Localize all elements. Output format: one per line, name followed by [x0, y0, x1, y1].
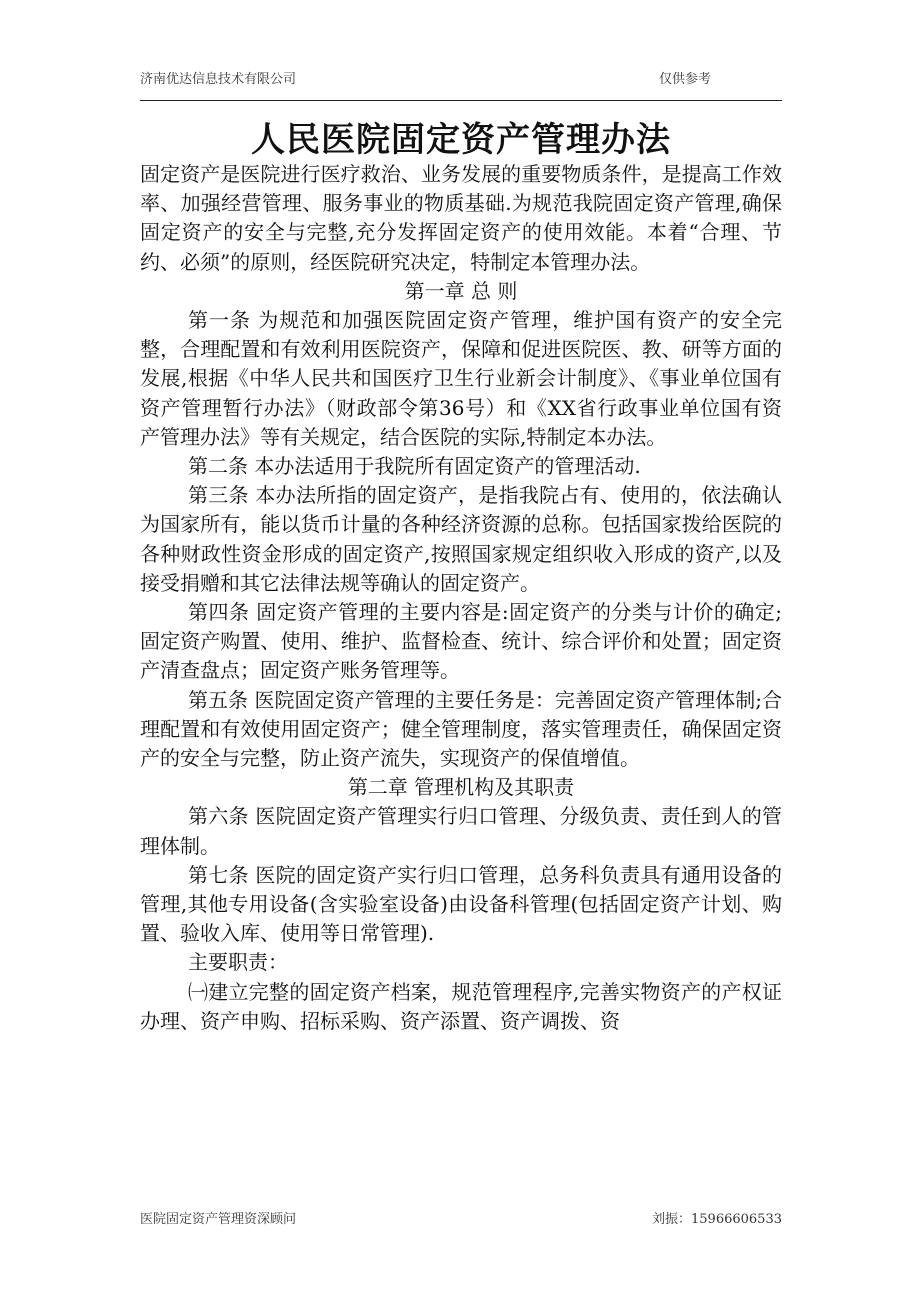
header-company: 济南优达信息技术有限公司	[140, 72, 297, 87]
footer-right: 刘振：15966606533	[652, 1212, 782, 1227]
article-paragraph: 第二条 本办法适用于我院所有固定资产的管理活动.	[188, 454, 641, 479]
document-title: 人民医院固定资产管理办法	[251, 120, 671, 160]
footer-left: 医院固定资产管理资深顾问	[140, 1212, 297, 1227]
article-paragraph: 第四条 固定资产管理的主要内容是:固定资产的分类与计价的确定;固定资产购置、使用、维护、监督检查、统计、综合评价和处置；固定资产清查盘点；固定资产账务管理等。	[140, 600, 782, 683]
document-body	[140, 160, 782, 1036]
article-paragraph: 第六条 医院固定资产管理实行归口管理、分级负责、责任到人的管理体制。	[140, 804, 782, 858]
article-paragraph: 第三条 本办法所指的固定资产，是指我院占有、使用的，依法确认为国家所有，能以货币计量的各种经济资源的总称。包括国家拨给医院的各种财政性资金形成的固定资产,按照国家规定组织收入形成的资产,以及接受捐赠和其它法律法规等确认的固定资产。	[140, 483, 782, 595]
intro-paragraph: 固定资产是医院进行医疗救治、业务发展的重要物质条件，是提高工作效率、加强经营管理、服务事业的物质基础.为规范我院固定资产管理,确保固定资产的安全与完整,充分发挥固定资产的使用效能。本着“合理、节约、必须”的原则，经医院研究决定，特制定本管理办法。	[140, 162, 782, 274]
section-label: 主要职责：	[188, 950, 288, 975]
page-header	[140, 62, 782, 101]
article-paragraph: 第五条 医院固定资产管理的主要任务是：完善固定资产管理体制;合理配置和有效使用固定资产；健全管理制度，落实管理责任，确保固定资产的安全与完整，防止资产流失，实现资产的保值增值。	[140, 687, 782, 771]
chapter-heading: 第二章 管理机构及其职责	[347, 775, 575, 800]
article-paragraph: 第一条 为规范和加强医院固定资产管理，维护国有资产的安全完整，合理配置和有效利用医院资产，保障和促进医院医、教、研等方面的发展,根据《中华人民共和国医疗卫生行业新会计制度》、《事业单位国有资产管理暂行办法》（财政部令第36号）和《XX省行政事业单位国有资产管理办法》等有关规定，结合医院的实际,特制定本办法。	[140, 308, 782, 449]
chapter-heading: 第一章 总 则	[404, 278, 518, 303]
article-paragraph: 第七条 医院的固定资产实行归口管理，总务科负责具有通用设备的管理,其他专用设备(含实验室设备)由设备科管理(包括固定资产计划、购置、验收入库、使用等日常管理).	[140, 862, 782, 946]
header-note: 仅供参考	[659, 72, 712, 87]
list-item: ㈠建立完整的固定资产档案，规范管理程序,完善实物资产的产权证办理、资产申购、招标采购、资产添置、资产调拨、资	[140, 979, 782, 1033]
